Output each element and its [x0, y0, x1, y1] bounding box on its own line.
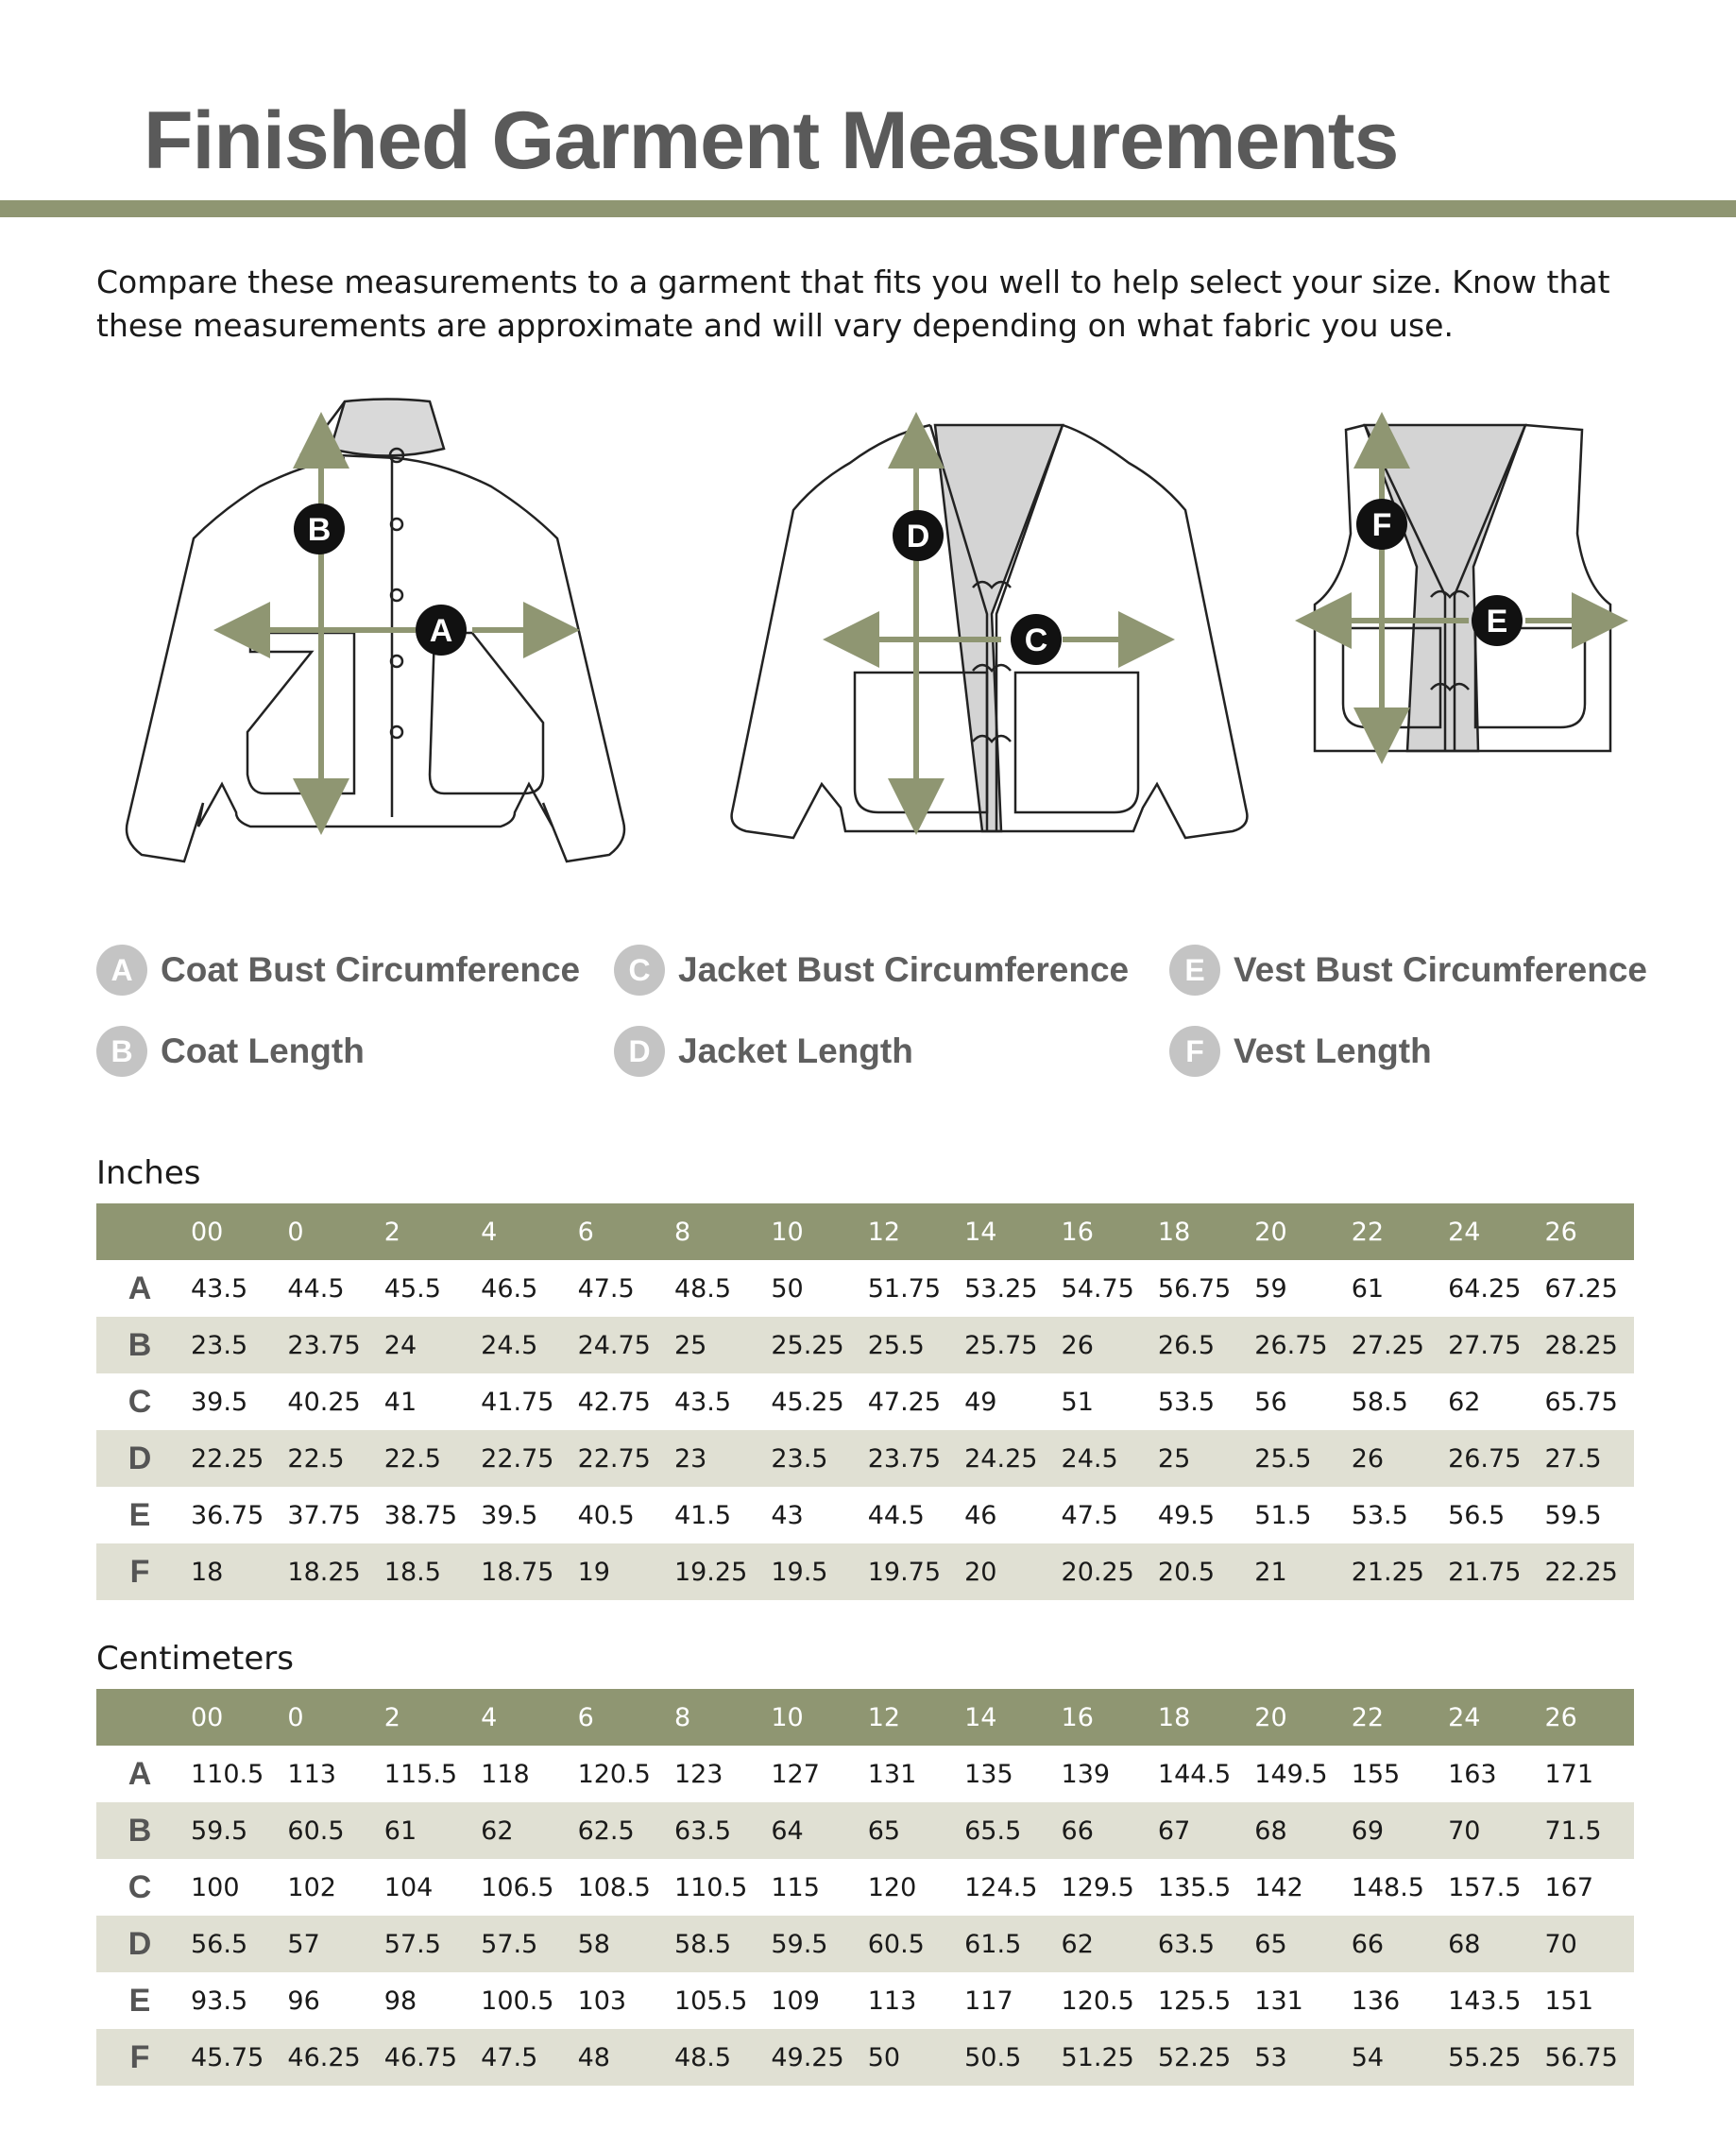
measurement-value: 67 [1150, 1802, 1247, 1859]
intro-paragraph: Compare these measurements to a garment that fits you well to help select your size. Know that these measurements are approximate and will vary depending on what fabric you use. [96, 264, 1610, 344]
measurement-value: 104 [383, 1872, 434, 1902]
marker-e [1472, 595, 1523, 646]
measurement-value: 36.75 [191, 1500, 264, 1530]
measurement-value: 25.5 [1247, 1430, 1343, 1487]
measurement-key: F [96, 2029, 183, 2086]
measurement-value: 68 [1440, 1916, 1537, 1972]
table-row [96, 1373, 1634, 1430]
measurement-value: 100.5 [481, 1986, 554, 2016]
measurement-value: 47.25 [867, 1387, 942, 1417]
measurement-value: 18.75 [473, 1543, 570, 1600]
measurement-value: 157.5 [1448, 1872, 1522, 1902]
measurement-value: 120.5 [577, 1759, 651, 1789]
measurement-value: 25 [667, 1317, 763, 1373]
size-header: 4 [473, 1689, 570, 1746]
measurement-value: 49 [964, 1387, 997, 1417]
measurement-value: 151 [1544, 1986, 1594, 2016]
measurement-value: 18 [183, 1543, 280, 1600]
measurement-value: 20 [957, 1543, 1053, 1600]
measurement-value: 129.5 [1061, 1872, 1134, 1902]
measurement-value: 47.5 [1061, 1500, 1118, 1530]
table-row [96, 1260, 1634, 1317]
measurement-value: 62.5 [570, 1802, 667, 1859]
measurement-key: A [128, 1755, 152, 1792]
measurement-value: 58 [570, 1916, 667, 1972]
measurement-value: 24.75 [570, 1317, 667, 1373]
centimeters-label: Centimeters [96, 1640, 294, 1678]
measurement-legend [96, 945, 1702, 1086]
measurement-value: 26.75 [1440, 1430, 1537, 1487]
measurement-value: 108.5 [577, 1872, 651, 1902]
measurement-value: 53.5 [1157, 1387, 1216, 1417]
measurement-value: 57 [280, 1916, 376, 1972]
measurement-value: 42.75 [577, 1387, 651, 1417]
svg-text:B: B [307, 512, 332, 548]
measurement-value: 65.5 [957, 1802, 1053, 1859]
measurement-value: 65 [1247, 1916, 1343, 1972]
measurement-value: 49.5 [1157, 1500, 1216, 1530]
measurement-value: 51.25 [1054, 2029, 1150, 2086]
svg-text:A: A [429, 613, 453, 649]
measurement-value: 139 [1061, 1759, 1111, 1789]
measurement-value: 96 [287, 1986, 320, 2016]
size-header: 0 [280, 1689, 376, 1746]
size-header-row [96, 1203, 1634, 1260]
measurement-value: 70 [1537, 1916, 1634, 1972]
measurement-value: 46.25 [280, 2029, 376, 2086]
measurement-value: 59.5 [1544, 1500, 1602, 1530]
measurement-value: 26 [1054, 1317, 1150, 1373]
marker-d [893, 510, 944, 561]
measurement-value: 56.75 [1537, 2029, 1634, 2086]
measurement-value: 148.5 [1351, 1872, 1424, 1902]
jacket-illustration [732, 425, 1248, 838]
measurement-value: 27.25 [1344, 1317, 1440, 1373]
measurement-value: 21.75 [1440, 1543, 1537, 1600]
measurement-value: 24 [377, 1317, 473, 1373]
measurement-value: 22.25 [1537, 1543, 1634, 1600]
measurement-value: 56.5 [183, 1916, 280, 1972]
legend-item-e [1169, 945, 1647, 996]
measurement-value: 26 [1344, 1430, 1440, 1487]
measurement-value: 171 [1544, 1759, 1594, 1789]
measurement-value: 163 [1448, 1759, 1497, 1789]
inches-label: Inches [96, 1154, 201, 1192]
measurement-key: C [128, 1383, 152, 1420]
size-header: 2 [377, 1689, 473, 1746]
measurement-value: 115 [771, 1872, 820, 1902]
measurement-value: 51.75 [867, 1273, 942, 1304]
measurement-value: 69 [1344, 1802, 1440, 1859]
measurement-value: 23.5 [763, 1430, 859, 1487]
header-corner [96, 1203, 183, 1260]
size-header: 00 [183, 1689, 280, 1746]
legend-label: Vest Bust Circumference [1234, 950, 1648, 989]
measurement-value: 65.75 [1544, 1387, 1618, 1417]
size-header: 2 [377, 1203, 473, 1260]
measurement-value: 26.75 [1247, 1317, 1343, 1373]
legend-label: Coat Length [161, 1031, 365, 1070]
measurement-value: 131 [1254, 1986, 1303, 2016]
measurement-value: 27.75 [1440, 1317, 1537, 1373]
measurement-value: 46.5 [481, 1273, 538, 1304]
size-header: 12 [860, 1689, 957, 1746]
size-header: 20 [1247, 1689, 1343, 1746]
measurement-value: 62 [1054, 1916, 1150, 1972]
measurement-value: 45.25 [771, 1387, 844, 1417]
measurement-value: 110.5 [673, 1872, 748, 1902]
measurement-value: 57.5 [473, 1916, 570, 1972]
size-header: 22 [1344, 1203, 1440, 1260]
measurement-value: 135.5 [1157, 1872, 1232, 1902]
measurement-value: 25 [1150, 1430, 1247, 1487]
table-row [96, 1916, 1634, 1972]
measurement-value: 135 [964, 1759, 1013, 1789]
measurement-value: 109 [771, 1986, 820, 2016]
coat-left-pocket [247, 633, 354, 793]
measurement-value: 21.25 [1344, 1543, 1440, 1600]
measurement-value: 55.25 [1440, 2029, 1537, 2086]
measurement-value: 57.5 [377, 1916, 473, 1972]
measurement-value: 62 [473, 1802, 570, 1859]
measurement-key: B [96, 1317, 183, 1373]
size-header: 14 [957, 1689, 1053, 1746]
measurement-value: 93.5 [191, 1986, 248, 2016]
measurement-value: 56.75 [1157, 1273, 1232, 1304]
measurement-key: D [96, 1916, 183, 1972]
measurement-value: 120 [867, 1872, 917, 1902]
garment-illustrations [0, 378, 1736, 888]
legend-item-a [96, 945, 580, 996]
svg-text:E: E [1486, 604, 1508, 639]
measurement-value: 64.25 [1448, 1273, 1522, 1304]
measurement-value: 124.5 [964, 1872, 1038, 1902]
marker-b [294, 503, 345, 554]
measurement-value: 26.5 [1150, 1317, 1247, 1373]
measurement-value: 43.5 [191, 1273, 248, 1304]
measurement-value: 48.5 [673, 1273, 732, 1304]
vest-illustration [1315, 425, 1610, 751]
measurement-value: 142 [1254, 1872, 1303, 1902]
measurement-value: 50.5 [957, 2029, 1053, 2086]
measurement-value: 103 [577, 1986, 627, 2016]
measurement-value: 27.5 [1537, 1430, 1634, 1487]
measurement-value: 51.5 [1254, 1500, 1312, 1530]
measurement-value: 62 [1448, 1387, 1481, 1417]
measurement-value: 51 [1061, 1387, 1094, 1417]
centimeters-table [96, 1689, 1634, 2086]
svg-text:F: F [1371, 507, 1392, 543]
measurement-value: 118 [481, 1759, 530, 1789]
measurement-value: 43 [771, 1500, 804, 1530]
measurement-value: 28.25 [1537, 1317, 1634, 1373]
measurement-value: 59.5 [763, 1916, 859, 1972]
measurement-value: 47.5 [577, 1273, 635, 1304]
measurement-value: 120.5 [1061, 1986, 1134, 2016]
measurement-value: 45.75 [183, 2029, 280, 2086]
measurement-value: 71.5 [1537, 1802, 1634, 1859]
measurement-value: 37.75 [287, 1500, 361, 1530]
measurement-value: 117 [964, 1986, 1013, 2016]
measurement-value: 23 [667, 1430, 763, 1487]
measurement-value: 50 [860, 2029, 957, 2086]
measurement-value: 19.75 [860, 1543, 957, 1600]
measurement-value: 47.5 [473, 2029, 570, 2086]
measurement-value: 155 [1351, 1759, 1401, 1789]
size-header: 10 [763, 1203, 859, 1260]
measurement-value: 59 [1254, 1273, 1287, 1304]
measurement-value: 125.5 [1157, 1986, 1232, 2016]
measurement-value: 115.5 [383, 1759, 458, 1789]
measurement-value: 52.25 [1150, 2029, 1247, 2086]
size-header: 4 [473, 1203, 570, 1260]
measurement-value: 113 [287, 1759, 336, 1789]
measurement-value: 18.25 [280, 1543, 376, 1600]
measurement-value: 56.5 [1448, 1500, 1506, 1530]
measurement-value: 61 [1351, 1273, 1385, 1304]
table-row [96, 1859, 1634, 1916]
measurement-value: 22.25 [183, 1430, 280, 1487]
measurement-value: 63.5 [667, 1802, 763, 1859]
measurement-key: E [128, 1982, 151, 2019]
measurement-key: E [128, 1496, 151, 1533]
marker-f [1356, 499, 1407, 550]
measurement-value: 22.5 [377, 1430, 473, 1487]
legend-item-d [614, 1026, 913, 1077]
table-row [96, 1543, 1634, 1600]
measurement-value: 20.25 [1054, 1543, 1150, 1600]
size-header: 22 [1344, 1689, 1440, 1746]
measurement-value: 21 [1247, 1543, 1343, 1600]
measurement-value: 23.5 [183, 1317, 280, 1373]
legend-label: Jacket Bust Circumference [678, 950, 1130, 989]
measurement-value: 54.75 [1061, 1273, 1134, 1304]
measurement-value: 98 [383, 1986, 417, 2016]
size-header-row [96, 1689, 1634, 1746]
size-header: 20 [1247, 1203, 1343, 1260]
measurement-value: 25.5 [860, 1317, 957, 1373]
legend-item-c [614, 945, 1129, 996]
measurement-value: 67.25 [1544, 1273, 1618, 1304]
legend-badge: F [1169, 1026, 1220, 1077]
size-header: 8 [667, 1689, 763, 1746]
measurement-value: 102 [287, 1872, 336, 1902]
measurement-value: 63.5 [1150, 1916, 1247, 1972]
table-row [96, 1972, 1634, 2029]
measurement-value: 66 [1344, 1916, 1440, 1972]
measurement-value: 25.75 [957, 1317, 1053, 1373]
size-header: 00 [183, 1203, 280, 1260]
measurement-value: 40.25 [287, 1387, 361, 1417]
measurement-value: 48 [570, 2029, 667, 2086]
measurement-value: 49.25 [763, 2029, 859, 2086]
measurement-key: D [96, 1430, 183, 1487]
size-header: 16 [1054, 1689, 1150, 1746]
size-header: 6 [570, 1203, 667, 1260]
measurement-value: 45.5 [383, 1273, 441, 1304]
svg-text:D: D [906, 519, 930, 554]
measurement-value: 61 [377, 1802, 473, 1859]
measurement-value: 68 [1247, 1802, 1343, 1859]
measurement-value: 44.5 [287, 1273, 345, 1304]
measurement-value: 41.75 [481, 1387, 554, 1417]
size-header: 12 [860, 1203, 957, 1260]
size-header: 10 [763, 1689, 859, 1746]
measurement-value: 46 [964, 1500, 997, 1530]
inches-table [96, 1203, 1634, 1600]
header-corner [96, 1689, 183, 1746]
measurement-value: 20.5 [1150, 1543, 1247, 1600]
table-row [96, 1746, 1634, 1802]
coat-right-pocket [430, 633, 543, 793]
measurement-value: 143.5 [1448, 1986, 1522, 2016]
measurement-value: 24.25 [957, 1430, 1053, 1487]
measurement-value: 53.25 [964, 1273, 1038, 1304]
measurement-value: 50 [771, 1273, 804, 1304]
measurement-value: 48.5 [667, 2029, 763, 2086]
measurement-value: 44.5 [867, 1500, 925, 1530]
measurement-key: F [96, 1543, 183, 1600]
measurement-value: 60.5 [280, 1802, 376, 1859]
size-header: 26 [1537, 1203, 1634, 1260]
measurement-value: 105.5 [673, 1986, 748, 2016]
legend-badge: C [614, 945, 665, 996]
size-header: 18 [1150, 1689, 1247, 1746]
measurement-value: 22.75 [473, 1430, 570, 1487]
title-underline [0, 200, 1736, 217]
coat-collar [331, 400, 444, 456]
measurement-value: 19 [570, 1543, 667, 1600]
measurement-value: 58.5 [1351, 1387, 1408, 1417]
size-header: 18 [1150, 1203, 1247, 1260]
measurement-value: 66 [1054, 1802, 1150, 1859]
page-title: Finished Garment Measurements [144, 95, 1399, 186]
marker-a [416, 605, 467, 656]
measurement-value: 58.5 [667, 1916, 763, 1972]
size-header: 24 [1440, 1689, 1537, 1746]
measurement-value: 59.5 [183, 1802, 280, 1859]
measurement-value: 19.25 [667, 1543, 763, 1600]
measurement-value: 144.5 [1157, 1759, 1232, 1789]
measurement-value: 43.5 [673, 1387, 732, 1417]
measurement-key: A [128, 1270, 152, 1306]
measurement-value: 64 [763, 1802, 859, 1859]
measurement-value: 22.75 [570, 1430, 667, 1487]
legend-label: Jacket Length [678, 1031, 913, 1070]
measurement-value: 39.5 [481, 1500, 538, 1530]
svg-text:C: C [1024, 622, 1048, 658]
legend-item-b [96, 1026, 365, 1077]
measurement-value: 131 [867, 1759, 917, 1789]
size-header: 26 [1537, 1689, 1634, 1746]
measurement-value: 41.5 [673, 1500, 732, 1530]
measurement-value: 65 [860, 1802, 957, 1859]
table-row [96, 1802, 1634, 1859]
measurement-value: 46.75 [377, 2029, 473, 2086]
measurement-value: 38.75 [383, 1500, 458, 1530]
size-header: 24 [1440, 1203, 1537, 1260]
table-row [96, 2029, 1634, 2086]
measurement-value: 19.5 [763, 1543, 859, 1600]
measurement-value: 70 [1440, 1802, 1537, 1859]
measurement-value: 106.5 [481, 1872, 554, 1902]
legend-badge: B [96, 1026, 147, 1077]
size-header: 16 [1054, 1203, 1150, 1260]
measurement-value: 25.25 [763, 1317, 859, 1373]
measurement-value: 123 [673, 1759, 723, 1789]
measurement-value: 53 [1247, 2029, 1343, 2086]
measurement-value: 18.5 [377, 1543, 473, 1600]
measurement-value: 39.5 [191, 1387, 248, 1417]
table-row [96, 1430, 1634, 1487]
measurement-value: 22.5 [280, 1430, 376, 1487]
measurement-value: 136 [1351, 1986, 1401, 2016]
table-row [96, 1487, 1634, 1543]
measurement-value: 40.5 [577, 1500, 635, 1530]
measurement-value: 23.75 [280, 1317, 376, 1373]
table-row [96, 1317, 1634, 1373]
measurement-value: 24.5 [473, 1317, 570, 1373]
size-header: 6 [570, 1689, 667, 1746]
size-header: 14 [957, 1203, 1053, 1260]
legend-badge: E [1169, 945, 1220, 996]
measurement-value: 61.5 [957, 1916, 1053, 1972]
jacket-right-pocket [1015, 673, 1138, 812]
measurement-key: C [128, 1868, 152, 1905]
measurement-value: 113 [867, 1986, 917, 2016]
marker-c [1011, 614, 1062, 665]
measurement-value: 23.75 [860, 1430, 957, 1487]
measurement-value: 53.5 [1351, 1500, 1408, 1530]
measurement-value: 60.5 [860, 1916, 957, 1972]
size-header: 8 [667, 1203, 763, 1260]
legend-label: Vest Length [1234, 1031, 1432, 1070]
legend-badge: D [614, 1026, 665, 1077]
legend-label: Coat Bust Circumference [161, 950, 581, 989]
measurement-value: 41 [383, 1387, 417, 1417]
measurement-value: 24.5 [1054, 1430, 1150, 1487]
measurement-value: 56 [1254, 1387, 1287, 1417]
measurement-value: 110.5 [191, 1759, 264, 1789]
measurement-value: 54 [1344, 2029, 1440, 2086]
measurement-value: 149.5 [1254, 1759, 1328, 1789]
legend-badge: A [96, 945, 147, 996]
size-header: 0 [280, 1203, 376, 1260]
measurement-value: 127 [771, 1759, 820, 1789]
measurement-value: 100 [191, 1872, 240, 1902]
measurement-value: 167 [1544, 1872, 1594, 1902]
legend-item-f [1169, 1026, 1432, 1077]
measurement-key: B [96, 1802, 183, 1859]
